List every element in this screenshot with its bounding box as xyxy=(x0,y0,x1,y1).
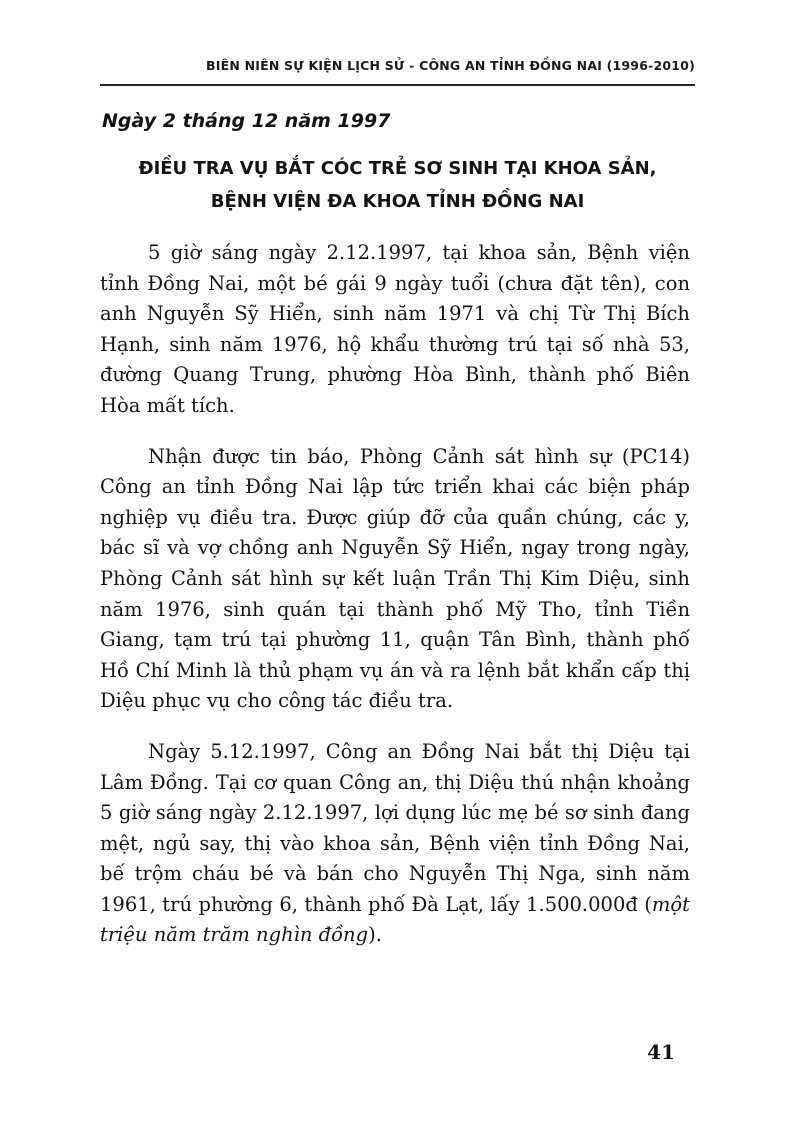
entry-title-line-2: BỆNH VIỆN ĐA KHOA TỈNH ĐỒNG NAI xyxy=(210,191,585,212)
paragraph-3-italic: một triệu năm trăm nghìn đồng xyxy=(100,892,690,947)
paragraph-3-main: Ngày 5.12.1997, Công an Đồng Nai bắt thị Diệu tại Lâm Đồng. Tại cơ quan Công an, thị Diệu thú nhận khoảng 5 giờ sáng ngày 2.12.1997, lợi dụng lúc mẹ bé sơ sinh đang mệt, ngủ say, thị vào khoa sản, Bệnh viện tỉnh Đồng Nai, bế trộm cháu bé và bán cho Nguyễn Thị Nga, sinh năm 1961, trú phường 6, thành phố Đà Lạt, lấy 1.500.000đ ( xyxy=(100,739,690,916)
paragraph-1: 5 giờ sáng ngày 2.12.1997, tại khoa sản, Bệnh viện tỉnh Đồng Nai, một bé gái 9 ngày tuổi (chưa đặt tên), con anh Nguyễn Sỹ Hiển, sinh năm 1971 và chị Từ Thị Bích Hạnh, sinh năm 1976, hộ khẩu thường trú tại số nhà 53, đường Quang Trung, phường Hòa Bình, thành phố Biên Hòa mất tích. xyxy=(100,241,690,417)
page-number: 41 xyxy=(647,1040,675,1064)
entry-body xyxy=(100,238,690,971)
paragraph-2: Nhận được tin báo, Phòng Cảnh sát hình sự (PC14) Công an tỉnh Đồng Nai lập tức triển khai các biện pháp nghiệp vụ điều tra. Được giúp đỡ của quần chúng, các y, bác sĩ và vợ chồng anh Nguyễn Sỹ Hiển, ngay trong ngày, Phòng Cảnh sát hình sự kết luận Trần Thị Kim Diệu, sinh năm 1976, sinh quán tại thành phố Mỹ Tho, tỉnh Tiền Giang, tạm trú tại phường 11, quận Tân Bình, thành phố Hồ Chí Minh là thủ phạm vụ án và ra lệnh bắt khẩn cấp thị Diệu phục vụ cho công tác điều tra. xyxy=(100,444,690,713)
paragraph-3-end: ). xyxy=(368,923,382,947)
entry-title xyxy=(100,152,695,218)
paragraph-3 xyxy=(100,737,690,951)
header-rule xyxy=(100,84,695,86)
running-header: BIÊN NIÊN SỰ KIỆN LỊCH SỬ - CÔNG AN TỈNH ĐỒNG NAI (1996-2010) xyxy=(206,58,695,73)
entry-date: Ngày 2 tháng 12 năm 1997 xyxy=(102,110,391,132)
entry-title-line-1: ĐIỀU TRA VỤ BẮT CÓC TRẺ SƠ SINH TẠI KHOA SẢN, xyxy=(138,158,657,179)
